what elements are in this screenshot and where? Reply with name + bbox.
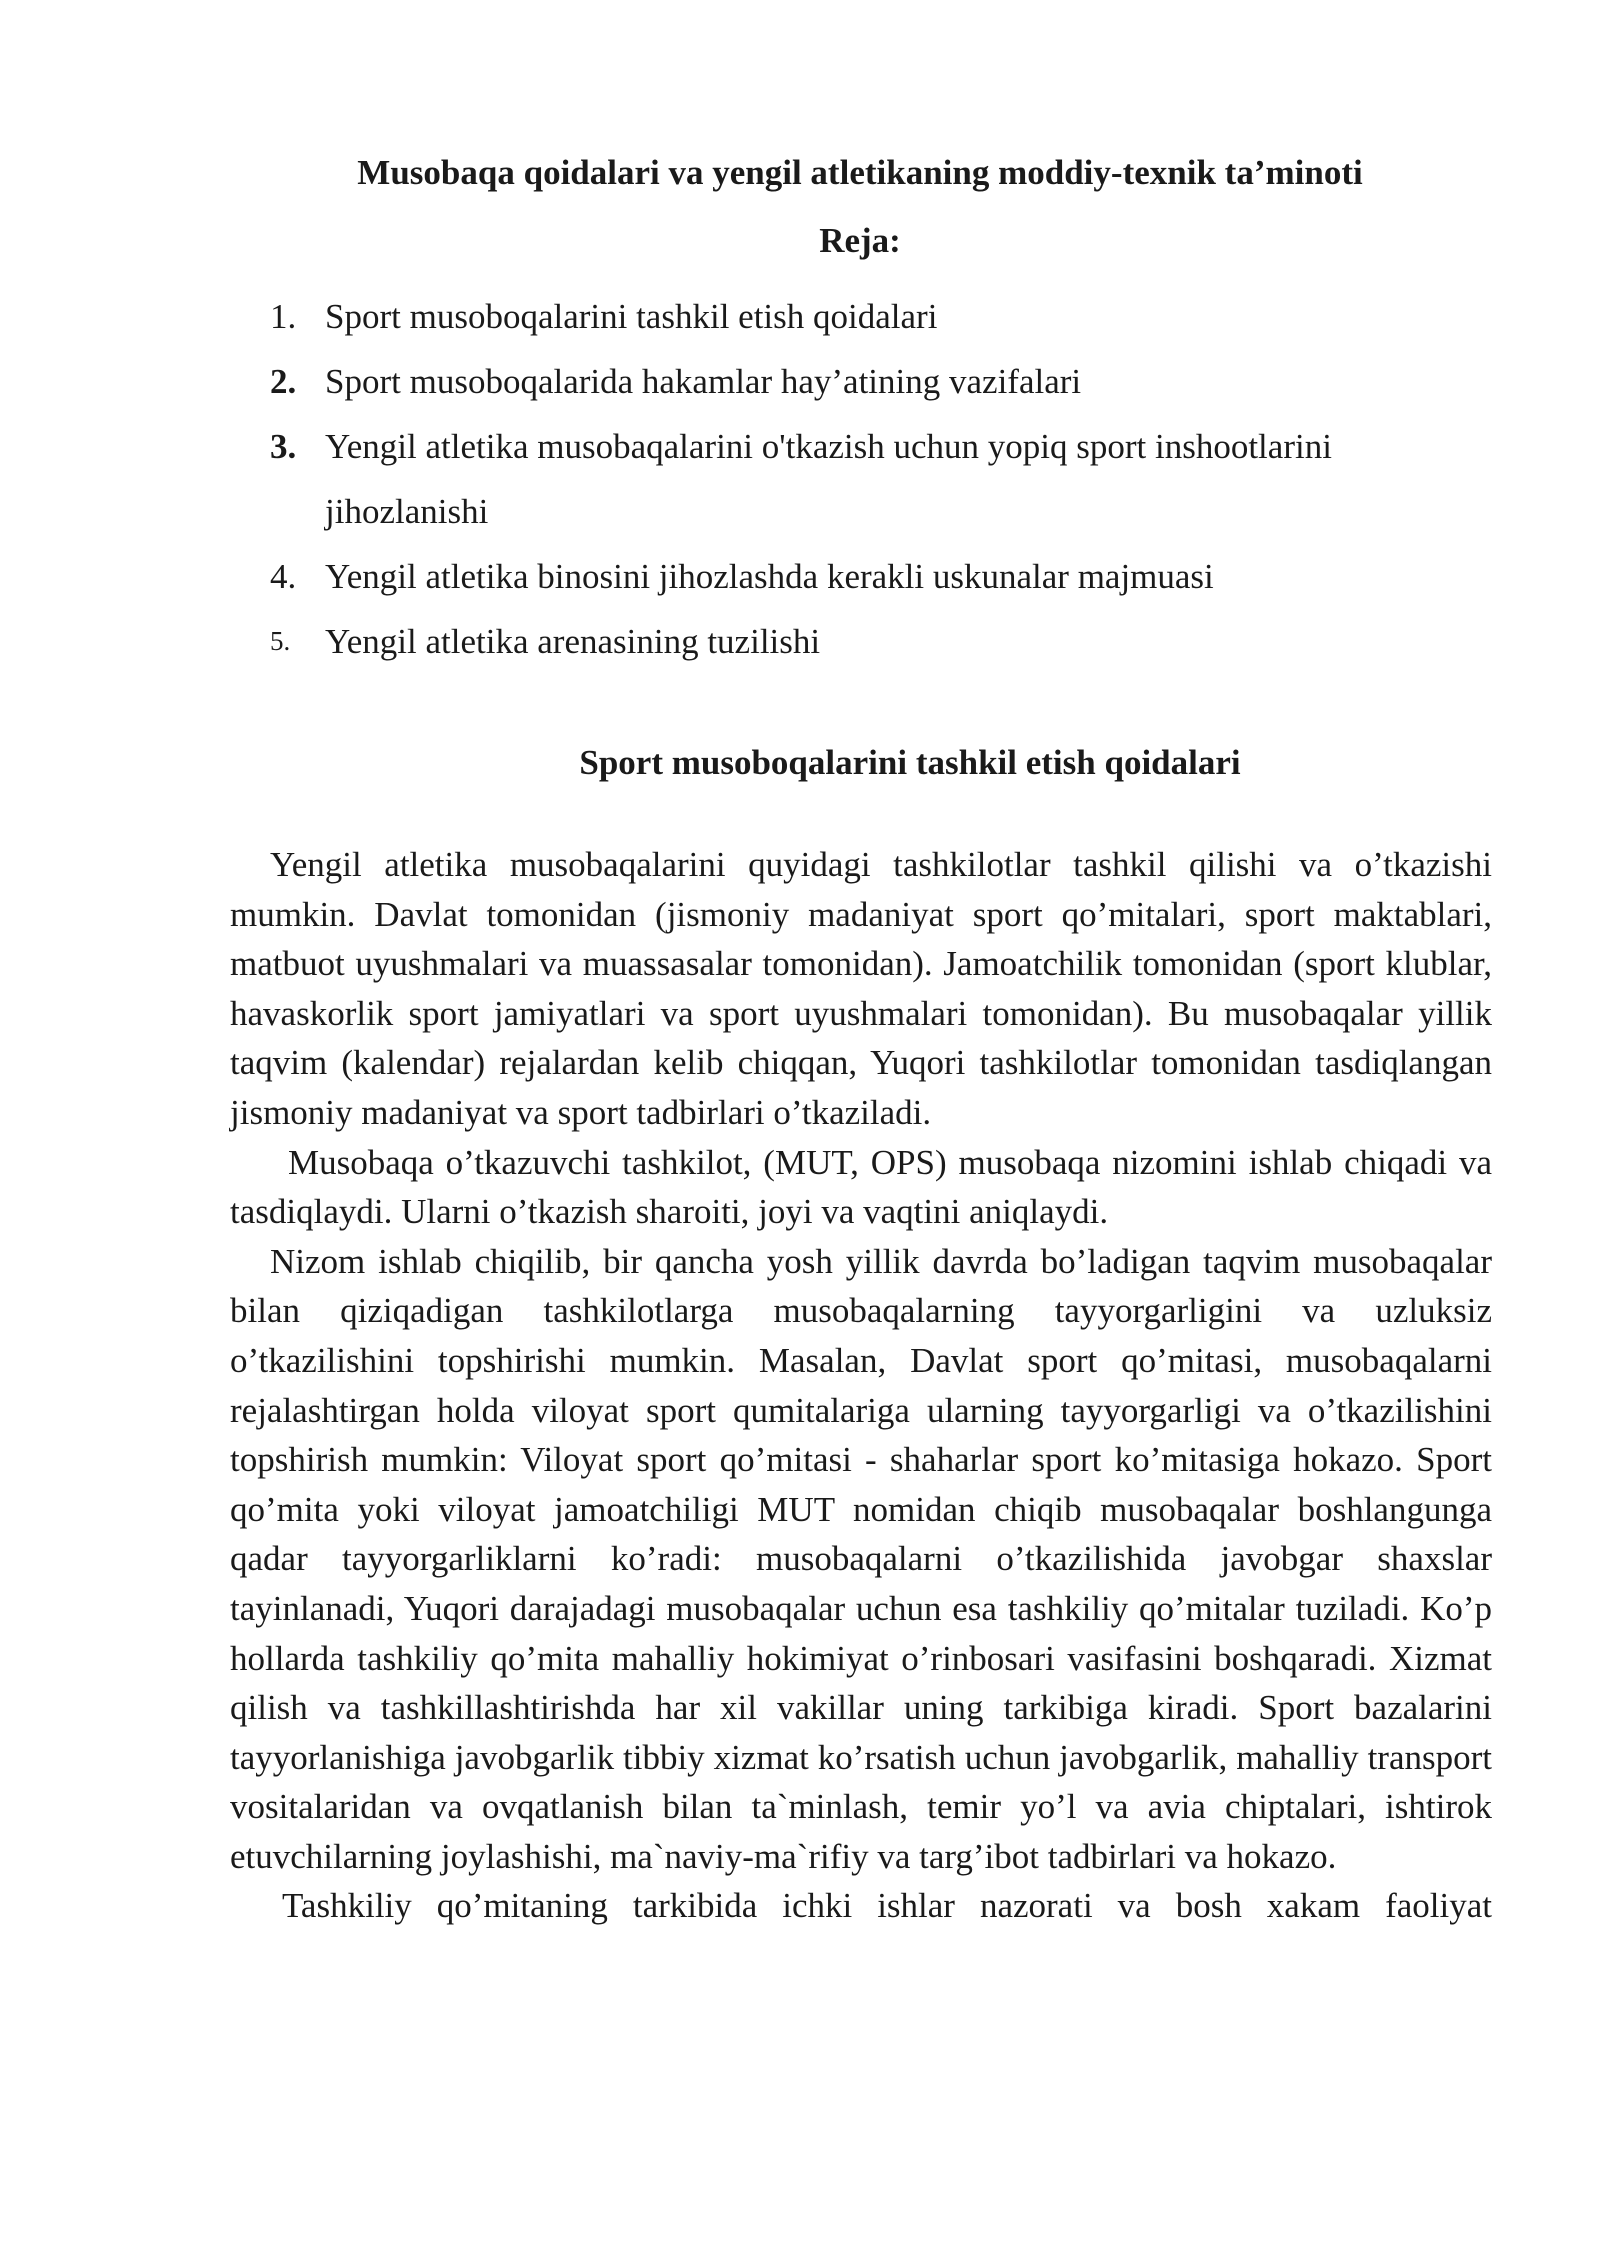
plan-item-text: Yengil atletika binosini jihozlashda kerakli uskunalar majmuasi [325, 557, 1214, 596]
plan-item [270, 349, 1500, 414]
paragraph: Musobaqa o’tkazuvchi tashkilot, (MUT, OPS) musobaqa nizomini ishlab chiqadi va tasdiqlaydi. Ularni o’tkazish sharoiti, joyi va vaqtini aniqlaydi. [230, 1142, 1492, 1232]
plan-item-text: Yengil atletika arenasining tuzilishi [325, 622, 821, 661]
section-heading: Sport musoboqalarini tashkil etish qoidalari [579, 743, 1241, 782]
paragraph: Yengil atletika musobaqalarini quyidagi tashkilotlar tashkil qilishi va o’tkazishi mumkin. Davlat tomonidan (jismoniy madaniyat sport qo’mitalari, sport maktablari, matbuot uyushmalari va muassasalar tomonidan). Jamoatchilik tomonidan (sport klublar, havaskorlik sport jamiyatlari va sport uyushmalari tomonidan). Bu musobaqalar yillik taqvim (kalendar) rejalardan kelib chiqqan, Yuqori tashkilotlar tomonidan tasdiqlangan jismoniy madaniyat va sport tadbirlari o’tkaziladi. [230, 845, 1492, 1132]
body-text [230, 840, 1492, 1931]
plan-item-number: 4. [270, 557, 297, 596]
plan-item-number: 3. [270, 427, 297, 466]
paragraph: Nizom ishlab chiqilib, bir qancha yosh yillik davrda bo’ladigan taqvim musobaqalar bilan qiziqadigan tashkilotlarga musobaqalarning tayyorgarligini va uzluksiz o’tkazilishini topshirishi mumkin. Masalan, Davlat sport qo’mitasi, musobaqalarni rejalashtirgan holda viloyat sport qumitalariga ularning tayyorgarligi va o’tkazilishini topshirish mumkin: Viloyat sport qo’mitasi - shaharlar sport ko’mitasiga hokazo. Sport qo’mita yoki viloyat jamoatchiligi MUT nomidan chiqib musobaqalar boshlangunga qadar tayyorgarliklarni ko’radi: musobaqalarni o’tkazilishida javobgar shaxslar tayinlanadi, Yuqori darajadagi musobaqalar uchun esa tashkiliy qo’mitalar tuziladi. Ko’p hollarda tashkiliy qo’mita mahalliy hokimiyat o’rinbosari vasifasini boshqaradi. Xizmat qilish va tashkillashtirishda har xil vakillar uning tarkibiga kiradi. Sport bazalarini tayyorlanishiga javobgarlik tibbiy xizmat ko’rsatish uchun javobgarlik, mahalliy transport vositalaridan va ovqatlanish bilan ta`minlash, temir yo’l va avia chiptalari, ishtirok etuvchilarning joylashishi, ma`naviy-ma`rifiy va targ’ibot tadbirlari va hokazo. [230, 1241, 1492, 1876]
document-title: Musobaqa qoidalari va yengil atletikaning moddiy-texnik ta’minoti [357, 153, 1363, 192]
plan-item-number: 2. [270, 362, 297, 401]
plan-item-number: 1. [270, 297, 297, 336]
paragraph: Tashkiliy qo’mitaning tarkibida ichki ishlar nazorati va bosh xakam faoliyat [282, 1886, 1492, 1926]
plan-item [270, 414, 1500, 544]
plan-heading: Reja: [819, 221, 901, 260]
plan-item-number: 5. [270, 626, 291, 656]
plan-item-text: Sport musoboqalarida hakamlar hay’atining vazifalari [325, 362, 1082, 401]
plan-item [270, 609, 1500, 674]
plan-item [270, 284, 1500, 349]
plan-item [270, 544, 1500, 609]
plan-list [270, 284, 1500, 674]
plan-item-text: Yengil atletika musobaqalarini o'tkazish uchun yopiq sport inshootlarini jihozlanishi [325, 427, 1332, 531]
plan-item-text: Sport musoboqalarini tashkil etish qoidalari [325, 297, 938, 336]
